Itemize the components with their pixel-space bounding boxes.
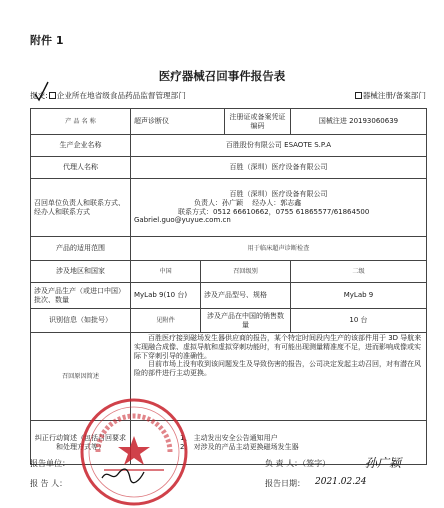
sales-label: 涉及产品在中国的销售数量 — [201, 309, 291, 333]
table-row — [31, 283, 427, 309]
sales-value: 10 台 — [291, 309, 427, 333]
submit-option2-label: 器械注册/备案部门 — [362, 91, 426, 100]
reporting-unit-label: 报告单位： — [30, 459, 70, 468]
action-item-1: 1、 主动发出安全公告通知用户 — [180, 433, 278, 442]
table-row — [31, 157, 427, 179]
model-value: MyLab 9 — [291, 283, 427, 309]
batch-label: 涉及产品生产（或进口中国）批次、数量 — [31, 283, 131, 309]
recall-unit-email: Gabriel.guo@yuyue.com.cn — [134, 216, 231, 225]
batch-value: MyLab 9(10 台) — [131, 283, 201, 309]
report-date-value: 2021.02.24 — [315, 477, 367, 487]
reporter-label: 报 告 人： — [30, 479, 68, 488]
responsible-signature: 孙广颖 — [365, 456, 402, 470]
reason-label: 召回原因简述 — [31, 333, 131, 421]
submit-row — [30, 90, 426, 104]
level-label: 召回级别 — [201, 261, 291, 283]
recall-unit-value — [131, 179, 427, 237]
table-row — [31, 109, 427, 135]
agent-value: 百胜（深圳）医疗设备有限公司 — [131, 157, 427, 179]
product-name-label: 产 品 名 称 — [31, 109, 131, 135]
submit-option-registration[interactable] — [355, 90, 426, 101]
id-label: 识别信息（如批号） — [31, 309, 131, 333]
scope-label: 产品的适用范围 — [31, 237, 131, 261]
region-value: 中国 — [131, 261, 201, 283]
recall-unit-phone: 联系方式：0512 66610662，0755 61865577/61864500 — [178, 207, 370, 216]
agent-label: 代理人名称 — [31, 157, 131, 179]
id-value: 见附件 — [131, 309, 201, 333]
checkbox-registration[interactable] — [355, 92, 362, 99]
table-row — [31, 261, 427, 283]
company-seal-icon — [78, 396, 190, 508]
report-date-label: 报告日期： — [265, 479, 305, 488]
action-item-2: 2、 对涉及的产品主动更换磁场发生器 — [180, 442, 299, 451]
table-row — [31, 309, 427, 333]
reason-paragraph-2: 目前市场上没有收到该问题发生及导致伤害的报告，公司决定发起主动召回，对有潜在风险的部件进行主动更换。 — [134, 360, 421, 377]
reason-paragraph-1: 百胜医疗接到磁场发生器供应商的报告，某个特定时间段内生产的该部件用于 3D 导航来实现融合成像、虚拟导航和虚拟穿刺功能时，有可能出现测量精准度不足，进而影响成像或实际下穿刺引导的准确性。 — [134, 334, 422, 360]
recall-unit-label: 召回单位负责人和联系方式、经办人和联系方式 — [31, 179, 131, 237]
scope-value: 用于临床超声诊断检查 — [131, 237, 427, 261]
table-row — [31, 135, 427, 157]
model-label: 涉及产品型号、规格 — [201, 283, 291, 309]
reporter-signature-icon — [100, 466, 146, 484]
checkbox-province[interactable] — [49, 92, 56, 99]
registration-label: 注册证或备案凭证编码 — [225, 109, 291, 135]
manufacturer-value: 百胜股份有限公司 ESAOTE S.P.A — [131, 135, 427, 157]
page-title: 医疗器械召回事件报告表 — [158, 69, 286, 83]
responsible-label: 负 责 人：（签字） — [265, 459, 331, 468]
recall-unit-people: 负责人：孙广颖 经办人：郭志鑫 — [194, 198, 302, 207]
level-value: 二级 — [291, 261, 427, 283]
table-row — [31, 179, 427, 237]
product-name-value: 超声诊断仪 — [131, 109, 225, 135]
attachment-label: 附件 1 — [30, 34, 64, 47]
recall-unit-name: 百胜（深圳）医疗设备有限公司 — [229, 190, 328, 198]
manufacturer-label: 生产企业名称 — [31, 135, 131, 157]
action-label: 纠正行动简述（包括召回要求和处理方式等） — [31, 421, 131, 465]
registration-value: 国械注进 20193060639 — [291, 109, 427, 135]
table-row — [31, 237, 427, 261]
region-label: 涉及地区和国家 — [31, 261, 131, 283]
submit-prefix: 提交: — [30, 91, 48, 100]
submit-option-province[interactable] — [30, 90, 186, 101]
submit-option1-label: 企业所在地省级食品药品监督管理部门 — [56, 91, 186, 100]
